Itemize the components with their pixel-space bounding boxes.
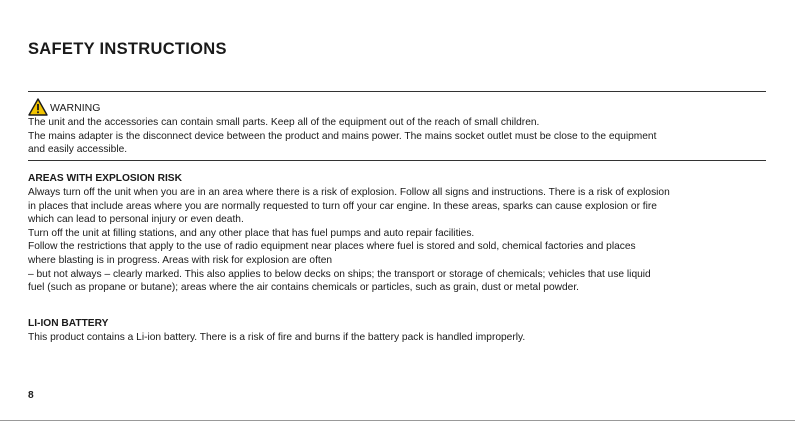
page-title: SAFETY INSTRUCTIONS: [28, 40, 227, 58]
battery-heading: LI-ION BATTERY: [28, 318, 109, 329]
explosion-heading: AREAS WITH EXPLOSION RISK: [28, 173, 182, 184]
warning-triangle-icon: [28, 98, 48, 116]
warning-label: WARNING: [50, 102, 101, 114]
warning-text: The unit and the accessories can contain small parts. Keep all of the equipment out of the reach of small children. The mains adapter is the disconnect device between the product and mains power. The mains socket outlet must be close to the equipment and easily accessible.: [28, 117, 657, 156]
warning-top-divider: [28, 91, 766, 92]
warning-header: [28, 94, 100, 116]
battery-text: This product contains a Li-ion battery. There is a risk of fire and burns if the battery pack is handled improperly.: [28, 332, 526, 343]
manual-page: [28, 0, 766, 421]
explosion-text: Always turn off the unit when you are in an area where there is a risk of explosion. Follow all signs and instructions. There is a risk of explosion in places that include areas where you are normally requested to turn off your car engine. In these areas, sparks can cause explosion or fire which can lead to personal injury or even death. Turn off the unit at filling stations, and any other place that has fuel pumps and auto repair facilities. Follow the restrictions that apply to the use of radio equipment near places where fuel is stored and sold, chemical factories and places where blasting is in progress. Areas with risk for explosion are often – but not always – clearly marked. This also applies to below decks on ships; the transport or storage of chemicals; vehicles that use liquid fuel (such as propane or butane); areas where the air contains chemicals or particles, such as grain, dust or metal powder.: [28, 187, 670, 294]
page-number: 8: [28, 390, 34, 401]
warning-bottom-divider: [28, 160, 766, 161]
